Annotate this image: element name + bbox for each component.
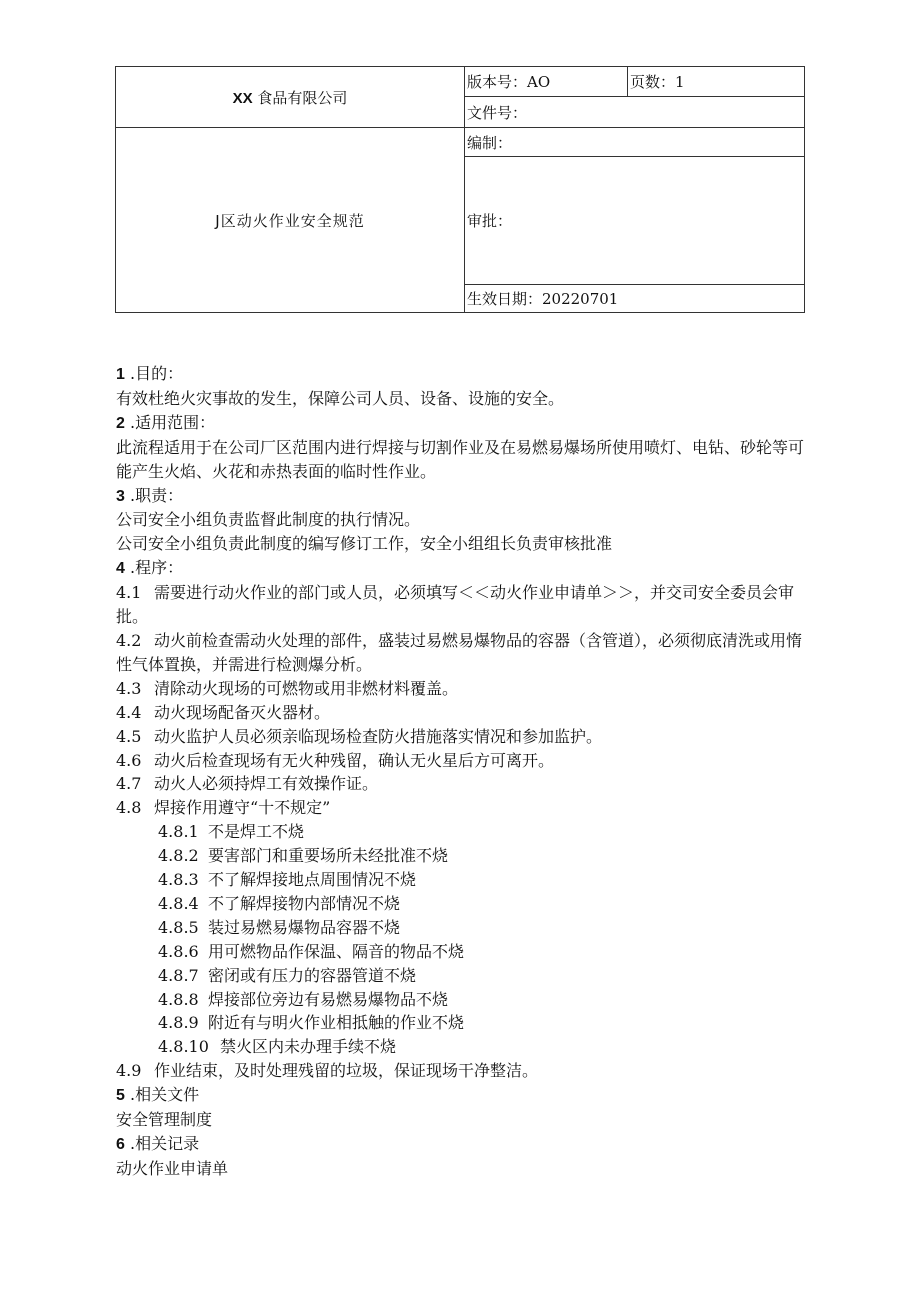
file-number: 文件号： <box>465 97 805 128</box>
rule-item: 4.8.7 密闭或有压力的容器管道不烧 <box>158 965 417 985</box>
rule-item: 4.8.2 要害部门和重要场所未经批准不烧 <box>158 846 449 866</box>
section-heading: 4 .程序： <box>116 558 184 578</box>
rule-item: 4.8.9 附近有与明火作业相抵触的作业不烧 <box>158 1013 465 1033</box>
rule-item: 4.8.5 装过易燃易爆物品容器不烧 <box>158 917 401 937</box>
rule-item: 4.8.1 不是焊工不烧 <box>158 822 305 842</box>
approval-field: 审批： <box>465 157 805 285</box>
company-name: XX 食品有限公司 <box>116 67 465 128</box>
procedure-item: 4.1 需要进行动火作业的部门或人员，必须填写＜＜动火作业申请单＞＞，并交司安全委员会审批。 <box>116 583 795 627</box>
version-number: 版本号：AO <box>465 67 628 97</box>
rule-item: 4.8.6 用可燃物品作保温、隔音的物品不烧 <box>158 941 465 961</box>
procedure-item: 4.2 动火前检查需动火处理的部件，盛装过易燃易爆物品的容器（含管道），必须彻底清洗或用惰性气体置换，并需进行检测爆分析。 <box>116 630 803 674</box>
document-body <box>116 362 816 1181</box>
section-text: 公司安全小组负责此制度的编写修订工作，安全小组组长负责审核批准 <box>116 534 613 554</box>
section-heading: 1 .目的： <box>116 364 184 383</box>
document-title: J区动火作业安全规范 <box>116 128 465 313</box>
section-text: 安全管理制度 <box>116 1110 213 1130</box>
section-heading: 3 .职责： <box>116 485 184 505</box>
section-heading: 6 .相关记录 <box>116 1134 200 1153</box>
procedure-item: 4.6 动火后检查现场有无火种残留，确认无火星后方可离开。 <box>116 750 555 770</box>
effective-date: 生效日期：20220701 <box>465 284 805 312</box>
editor-field: 编制： <box>465 128 805 157</box>
procedure-item: 4.5 动火监护人员必须亲临现场检查防火措施落实情况和参加监护。 <box>116 726 603 746</box>
section-text: 此流程适用于在公司厂区范围内进行焊接与切割作业及在易燃易爆场所使用喷灯、电钻、砂轮等可能产生火焰、火花和赤热表面的临时性作业。 <box>116 437 805 481</box>
procedure-item: 4.3 清除动火现场的可燃物或用非燃材料覆盖。 <box>116 678 459 698</box>
procedure-item: 4.7 动火人必须持焊工有效操作证。 <box>116 774 379 794</box>
rule-item: 4.8.8 焊接部位旁边有易燃易爆物品不烧 <box>158 989 449 1009</box>
rule-item: 4.8.4 不了解焊接物内部情况不烧 <box>158 893 401 913</box>
rule-item: 4.8.3 不了解焊接地点周围情况不烧 <box>158 870 417 890</box>
procedure-item: 4.4 动火现场配备灭火器材。 <box>116 702 331 722</box>
procedure-item: 4.9 作业结束，及时处理残留的垃圾，保证现场干净整洁。 <box>116 1061 539 1081</box>
section-text: 有效杜绝火灾事故的发生，保障公司人员、设备、设施的安全。 <box>116 388 565 408</box>
procedure-item: 4.8 焊接作用遵守“十不规定” <box>116 798 331 818</box>
page-count: 页数：1 <box>628 67 805 97</box>
section-heading: 2 .适用范围： <box>116 412 216 432</box>
document-header-table <box>115 66 805 313</box>
section-text: 公司安全小组负责监督此制度的执行情况。 <box>116 510 421 530</box>
section-text: 动火作业申请单 <box>116 1158 229 1178</box>
section-heading: 5 .相关文件 <box>116 1085 200 1105</box>
rule-item: 4.8.10 禁火区内未办理手续不烧 <box>158 1037 397 1057</box>
